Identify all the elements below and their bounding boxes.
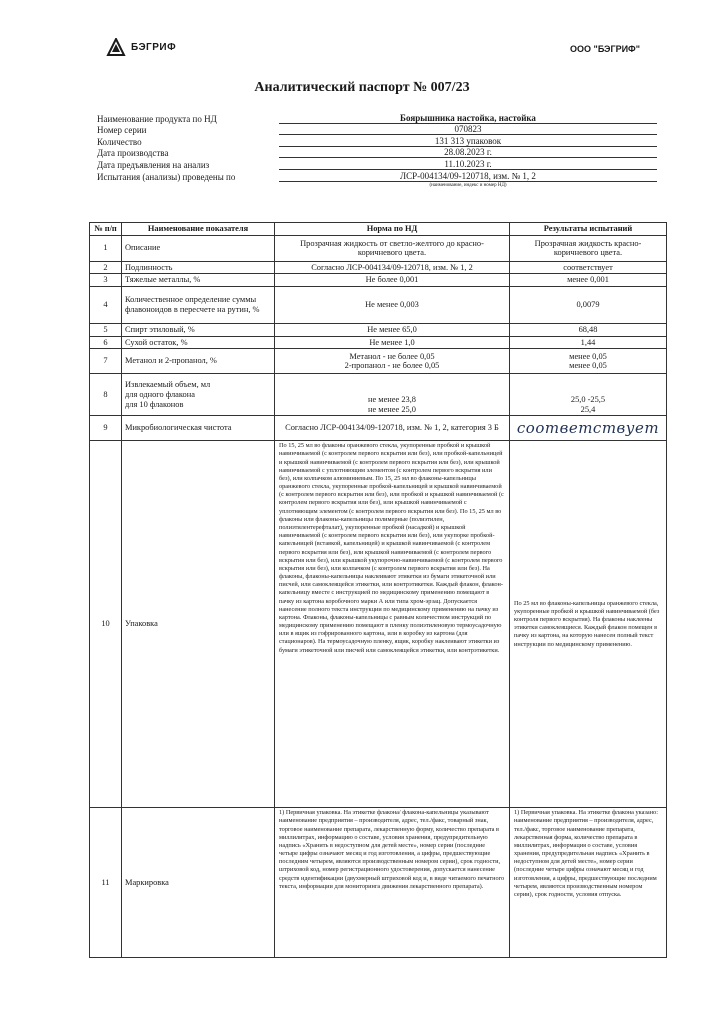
table-row — [90, 286, 667, 323]
row-indicator: Описание — [122, 235, 275, 261]
header-norm: Норма по НД — [275, 223, 510, 236]
prod-date-label: Дата производства — [97, 148, 169, 159]
row-norm: 1) Первичная упаковка. На этикетке флакона/ флакона-капельницы указывают наименование предприятия – производителя, адрес, тел./факс, товарный знак, торговое наименование препарата, лекарственную форму, количество препарата в миллилитрах, информацию о составе, условия хранения, предупредительную надпись «Хранить в недоступном для детей месте», номер серии (последние четыре цифры означают месяц и год изготовления, а цифры, предшествующие последним четырем, являются производственным номером серии), срок годности, штриховой код, номер регистрационного удостоверения, допускается нанесение средств идентификации (двухмерный штриховой код и, в виде читаемого печатного текста, информации для мониторинга движения лекарственного препарата). — [275, 808, 510, 958]
row-number: 6 — [90, 336, 122, 349]
row-indicator: Сухой остаток, % — [122, 336, 275, 349]
row-number: 9 — [90, 416, 122, 441]
row-result — [510, 349, 667, 374]
batch-value: 070823 — [279, 124, 657, 135]
document-title: Аналитический паспорт № 007/23 — [254, 80, 470, 95]
row-number: 11 — [90, 808, 122, 958]
row-result: 0,0079 — [510, 286, 667, 323]
norm-propanol: 2-пропанол - не более 0,05 — [344, 361, 440, 371]
table-row — [90, 274, 667, 287]
row-norm: Не менее 0,003 — [275, 286, 510, 323]
result-one: 25,0 -25,5 — [570, 394, 606, 404]
norm-methanol: Метанол - не более 0,05 — [349, 351, 435, 361]
submit-date-value: 11.10.2023 г. — [279, 159, 657, 170]
begrif-logo-icon — [106, 38, 126, 56]
row-indicator: Метанол и 2-пропанол, % — [122, 349, 275, 374]
header-results: Результаты испытаний — [510, 223, 667, 236]
info-row-qty — [97, 135, 657, 147]
handwritten-result: соответствует — [516, 418, 660, 437]
row-result: Прозрачная жидкость красно-коричневого цвета. — [510, 235, 667, 261]
company-name: ООО "БЭГРИФ" — [570, 44, 640, 54]
batch-label: Номер серии — [97, 125, 147, 136]
row-norm: По 15, 25 мл во флаконы оранжевого стекла, укупоренные пробкой и крышкой навинчиваемой (с контролем первого вскрытия или без), или пробкой-капельницей и крышкой навинчиваемой (с контролем первого вскрытия или без), или крышкой навинчиваемой с уплотняющим элементом (с контролем первого вскрытия или без), или колпачком алюминиевым. По 15, 25 мл во флаконы-капельницы оранжевого стекла, укупоренные пробкой-капельницей и крышкой навинчиваемой (с контролем первого вскрытия или без), или пробкой и крышкой навинчиваемой (с контролем первого вскрытия или без), или крышкой навинчиваемой с уплотняющим элементом (с контролем первого вскрытия или без). По 15, 25 мл во флаконы или флаконы-капельницы полимерные (полиэтилен, полиэтилентерефталат), укупоренные пробкой (насадкой) и крышкой навинчиваемой (с контролем первого вскрытия или без), или укупорке пробкой-капельницей (вставкой, капельницей) и крышкой навинчиваемой (с контролем первого вскрытия или без), или крышкой навинчиваемой (с контролем первого вскрытия или без), или крышкой укупорочно-навинчиваемой (с контролем первого вскрытия или без), или колпачком (с контролем первого вскрытия или без). На флаконы, флаконы-капельницы наклеивают этикетки из бумаги этикеточной или писчей, или самоклеящейся этикетки, или контрэтикетки. Каждый флакон, флакон-капельницу вместе с инструкцией по медицинскому применению помещают в пачку из картона коробочного марки А или типа хром-эрзац. Допускается нанесение полного текста инструкции по медицинскому применению на пачку из картона. Флаконы, флаконы-капельницы с равным количеством инструкций по медицинскому применению помещают в пленку полиэтиленовую термоусадочную или в ящик из гофрированного картона, или в коробку из картона (для стационаров). На термоусадочную пленку, ящик, коробку наклеивают этикетки из бумаги этикеточной или писчей или самоклеящейся этикетки, или контрэтикетки. — [275, 441, 510, 808]
info-row-product — [97, 112, 657, 124]
result-ten: 25,4 — [580, 404, 596, 414]
row-norm: Не менее 65,0 — [275, 323, 510, 336]
product-label: Наименование продукта по НД — [97, 113, 217, 124]
table-row — [90, 336, 667, 349]
table-row — [90, 261, 667, 274]
row-norm: Согласно ЛСР-004134/09-120718, изм. № 1, 2, категория 3 Б — [275, 416, 510, 441]
row-result: 68,48 — [510, 323, 667, 336]
row-indicator: Подлинность — [122, 261, 275, 274]
logo — [106, 38, 176, 56]
table-row — [90, 323, 667, 336]
row-number: 5 — [90, 323, 122, 336]
row-result: соответствует — [510, 261, 667, 274]
row-result: менее 0,001 — [510, 274, 667, 287]
norm-one: не менее 23,8 — [368, 394, 416, 404]
row-number: 4 — [90, 286, 122, 323]
product-value: Боярышника настойка, настойка — [279, 113, 657, 124]
row-result: 1,44 — [510, 336, 667, 349]
row-number: 2 — [90, 261, 122, 274]
info-row-prod-date — [97, 147, 657, 159]
header-indicator: Наименование показателя — [122, 223, 275, 236]
row-indicator: Тяжелые металлы, % — [122, 274, 275, 287]
row-result — [510, 374, 667, 416]
info-row-batch — [97, 124, 657, 136]
submit-date-label: Дата предъявления на анализ — [97, 159, 210, 170]
prod-date-value: 28.08.2023 г. — [279, 147, 657, 158]
norm-ten: не менее 25,0 — [368, 404, 416, 414]
row-number: 1 — [90, 235, 122, 261]
result-methanol: менее 0,05 — [569, 351, 607, 361]
row-result — [510, 416, 667, 441]
table-row — [90, 349, 667, 374]
qty-label: Количество — [97, 136, 142, 147]
row-indicator: Упаковка — [122, 441, 275, 808]
volume-one-label: для одного флакона — [125, 389, 195, 399]
table-row — [90, 235, 667, 261]
table-row — [90, 374, 667, 416]
row-norm: Согласно ЛСР-004134/09-120718, изм. № 1, 2 — [275, 261, 510, 274]
tests-note: (наименование, индекс и номер НД) — [429, 182, 507, 188]
row-norm — [275, 349, 510, 374]
info-row-submit-date — [97, 158, 657, 170]
table-row — [90, 808, 667, 958]
row-result: 1) Первичная упаковка. На этикетке флакона указано: наименование предприятия – производителя, адрес, тел./факс, торговое наименование препарата, лекарственная форма, количество препарата в миллилитрах, информация о составе, условия хранения, предупредительная надпись «Хранить в недоступном для детей месте», номер серии (последние четыре цифры означают месяц и год изготовления, а цифры, предшествующие последним четырем, являются производственным номером серии), срок годности, условия отпуска. — [510, 808, 667, 958]
row-number: 8 — [90, 374, 122, 416]
info-block — [97, 112, 657, 188]
tests-value: ЛСР-004134/09-120718, изм. № 1, 2 — [279, 171, 657, 182]
row-number: 3 — [90, 274, 122, 287]
row-indicator: Микробиологическая чистота — [122, 416, 275, 441]
row-indicator: Спирт этиловый, % — [122, 323, 275, 336]
volume-label: Извлекаемый объем, мл — [125, 380, 211, 390]
logo-text: БЭГРИФ — [131, 41, 177, 53]
table-row — [90, 441, 667, 808]
row-indicator: Маркировка — [122, 808, 275, 958]
row-indicator: Количественное определение суммы флавоноидов в пересчете на рутин, % — [122, 286, 275, 323]
row-result: По 25 мл во флаконы-капельницы оранжевого стекла, укупоренные пробкой и крышкой навинчиваемой (без контроля первого вскрытия). На флаконы наклеены этикетки самоклеящиеся. Каждый флакон помещен в пачку из картона, на которую нанесен полный текст инструкции по медицинскому применению. — [510, 441, 667, 808]
row-norm: Не менее 1,0 — [275, 336, 510, 349]
table-row — [90, 416, 667, 441]
row-norm: Не более 0,001 — [275, 274, 510, 287]
tests-label: Испытания (анализы) проведены по — [97, 171, 236, 182]
qty-value: 131 313 упаковок — [279, 136, 657, 147]
row-norm: Прозрачная жидкость от светло-желтого до красно-коричневого цвета. — [275, 235, 510, 261]
row-indicator — [122, 374, 275, 416]
row-number: 7 — [90, 349, 122, 374]
table-header-row — [90, 223, 667, 236]
volume-ten-label: для 10 флаконов — [125, 399, 184, 409]
row-number: 10 — [90, 441, 122, 808]
header-num: № п/п — [90, 223, 122, 236]
row-norm — [275, 374, 510, 416]
results-table — [89, 222, 667, 958]
result-propanol: менее 0,05 — [569, 361, 607, 371]
info-row-tests — [97, 170, 657, 182]
